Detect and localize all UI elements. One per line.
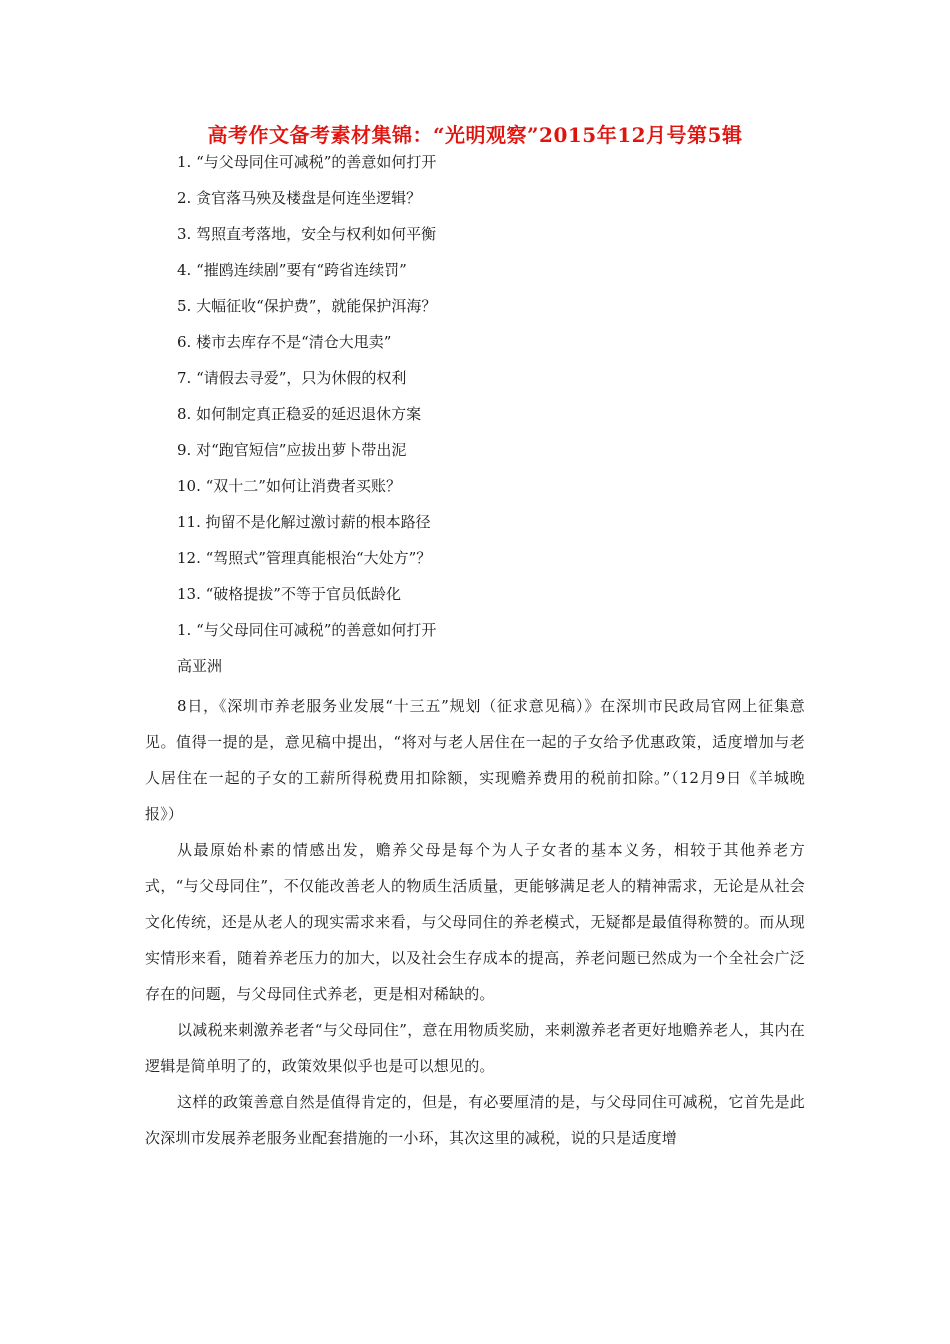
table-of-contents — [177, 148, 436, 616]
toc-item-5: 5. 大幅征收“保护费”，就能保护洱海？ — [177, 297, 437, 315]
paragraph-2: 从最原始朴素的情感出发，赡养父母是每个为人子女者的基本义务，相较于其他养老方式，“与父母同住”，不仅能改善老人的物质生活质量，更能够满足老人的精神需求，无论是从社会文化传统，还是从老人的现实需求来看，与父母同住的养老模式，无疑都是最值得称赞的。而从现实情形来看，随着养老压力的加大，以及社会生存成本的提高，养老问题已然成为一个全社会广泛存在的问题，与父母同住式养老，更是相对稀缺的。 — [145, 841, 805, 1003]
toc-item-2: 2. 贪官落马殃及楼盘是何连坐逻辑？ — [177, 189, 422, 207]
toc-item-11: 11. 拘留不是化解过激讨薪的根本路径 — [177, 513, 431, 531]
article-section — [145, 616, 805, 1156]
toc-item-4: 4. “摧鸥连续剧”要有“跨省连续罚” — [177, 261, 407, 279]
toc-item-6: 6. 楼市去库存不是“清仓大甩卖” — [177, 333, 392, 351]
toc-item-12: 12. “驾照式”管理真能根治“大处方”？ — [177, 549, 432, 567]
toc-item-3: 3. 驾照直考落地，安全与权利如何平衡 — [177, 225, 437, 243]
paragraph-1: 8日，《深圳市养老服务业发展“十三五”规划（征求意见稿）》在深圳市民政局官网上征集意见。值得一提的是，意见稿中提出，“将对与老人居住在一起的子女给予优惠政策，适度增加与老人居住在一起的子女的工薪所得税费用扣除额，实现赡养费用的税前扣除。”（12月9日《羊城晚报》） — [145, 697, 805, 823]
toc-item-9: 9. 对“跑官短信”应拔出萝卜带出泥 — [177, 441, 407, 459]
toc-item-10: 10. “双十二”如何让消费者买账？ — [177, 477, 401, 495]
author-name: 高亚洲 — [177, 657, 223, 675]
toc-item-7: 7. “请假去寻爱”，只为休假的权利 — [177, 369, 407, 387]
paragraph-4: 这样的政策善意自然是值得肯定的，但是，有必要厘清的是，与父母同住可减税，它首先是此次深圳市发展养老服务业配套措施的一小环，其次这里的减税，说的只是适度增 — [145, 1093, 805, 1147]
toc-item-13: 13. “破格提拔”不等于官员低龄化 — [177, 585, 401, 603]
document-title: 高考作文备考素材集锦：“光明观察”2015年12月号第5辑 — [207, 123, 743, 147]
toc-item-1: 1. “与父母同住可减税”的善意如何打开 — [177, 153, 437, 171]
section-heading: 1. “与父母同住可减税”的善意如何打开 — [177, 621, 437, 639]
paragraph-3: 以减税来刺激养老者“与父母同住”，意在用物质奖励，来刺激养老者更好地赡养老人，其内在逻辑是简单明了的，政策效果似乎也是可以想见的。 — [145, 1021, 805, 1075]
toc-item-8: 8. 如何制定真正稳妥的延迟退休方案 — [177, 405, 422, 423]
